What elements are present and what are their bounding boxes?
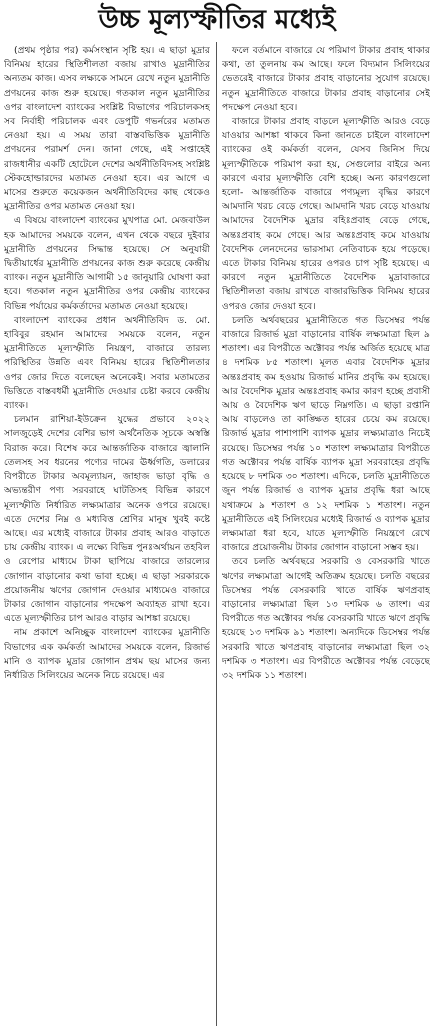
left-paragraph-4: চলমান রাশিয়া-ইউক্রেন যুদ্ধের প্রভাবে ২০২২ সালজুড়েই দেশের বেশির ভাগ অর্থনৈতিক সূচকে অস্বস্তি বিরাজ করে। বিশেষ করে আন্তর্জাতিক বাজারে জ্বালানি তেলসহ সব ধরনের পণ্যের দামের ঊর্ধ্বগতি, ডলারের বিপরীতে টাকার অবমূল্যায়ন, জাহাজ ভাড়া বৃদ্ধি ও অভ্যন্তরীণ পণ্য সরবরাহে ঘাটতিসহ বিভিন্ন কারণে মূল্যস্ফীতি নির্ধারিত লক্ষ্যমাত্রার অনেক ওপরে রয়েছে। এতে দেশের নিম্ন ও মধ্যবিত্ত শ্রেণির মানুষ খুবই কষ্টে আছে। এর মধ্যেই বাজারে টাকার প্রবাহ আরও বাড়াতে চায় কেন্দ্রীয় ব্যাংক। এ লক্ষ্যে বিভিন্ন পুনঃঅর্থায়ন তহবিল ও রেপোর মাধ্যমে টাকা ছাপিয়ে বাজারে তারল্যের জোগান বাড়ানোর কথা ভাবা হচ্ছে। এ ছাড়া সরকারকে প্রয়োজনীয় ঋণের জোগান দেওয়ার মাধ্যমেও বাজারে টাকার জোগান বাড়ানোর পদক্ষেপ অব্যাহত রাখা হবে। এতে মূল্যস্ফীতির চাপ আরও বাড়ার আশঙ্কা রয়েছে। xyxy=(4,414,210,625)
right-column xyxy=(222,44,430,1024)
right-paragraph-2: বাজারে টাকার প্রবাহ বাড়লে মূল্যস্ফীতি আরও বেড়ে যাওয়ার আশঙ্কা থাকবে কিনা জানতে চাইলে বাংলাদেশ ব্যাংকের ওই কর্মকর্তা বলেন, যেসব জিনিস দিয়ে মূল্যস্ফীতিকে পরিমাপ করা হয়, সেগুলোর বাইরে অন্য কারণে এবার মূল্যস্ফীতি বেশি হচ্ছে। অন্য কারণগুলো হলো- আন্তর্জাতিক বাজারে পণ্যমূল্য বৃদ্ধির কারণে আমদানি খরচ বেড়ে গেছে। আমদানি খরচ বেড়ে যাওয়ায় আমাদের বৈদেশিক মুদ্রার বহিঃপ্রবাহ বেড়ে গেছে, অন্তঃপ্রবাহ কমে গেছে। আর অন্তঃপ্রবাহ কমে যাওয়ায় বৈদেশিক লেনদেনের ভারসাম্য নেতিবাচক হয়ে পড়েছে। এতে টাকার বিনিময় হারের ওপরও চাপ সৃষ্টি হয়েছে। এ কারণে নতুন মুদ্রানীতিতে বৈদেশিক মুদ্রাবাজারে স্থিতিশীলতা বজায় রাখতে বাজারভিত্তিক বিনিময় হারের ওপরও জোর দেওয়া হবে। xyxy=(222,116,430,312)
left-column xyxy=(4,44,210,1024)
right-paragraph-3: চলতি অর্থবছরের মুদ্রানীতিতে গত ডিসেম্বর পর্যন্ত বাজারে রিজার্ভ মুদ্রা বাড়ানোর বার্ষিক লক্ষ্যমাত্রা ছিল ৯ শতাংশ। এর বিপরীতে অক্টোবর পর্যন্ত অর্জিত হয়েছে মাত্র ৪ দশমিক ৮৫ শতাংশ। মূলত এবার বৈদেশিক মুদ্রার অন্তঃপ্রবাহ কম হওয়ায় রিজার্ভ মানির প্রবৃদ্ধি কম হয়েছে। আর বৈদেশিক মুদ্রার অন্তঃপ্রবাহ কমার কারণ হচ্ছে প্রবাসী আয় ও বৈদেশিক ঋণ ছাড়ে নিম্নগতি। এ ছাড়া রপ্তানি আয় বাড়লেও তা কাঙ্ক্ষিত হারের চেয়ে কম রয়েছে। রিজার্ভ মুদ্রার পাশাপাশি ব্যাপক মুদ্রার লক্ষ্যমাত্রাও নিচেই রয়েছে। ডিসেম্বর পর্যন্ত ১০ শতাংশ লক্ষ্যমাত্রার বিপরীতে গত অক্টোবর পর্যন্ত বার্ষিক ব্যাপক মুদ্রা সরবরাহের প্রবৃদ্ধি হয়েছে ৮ দশমিক ৩০ শতাংশ। এদিকে, চলতি মুদ্রানীতিতে জুন পর্যন্ত রিজার্ভ ও ব্যাপক মুদ্রার প্রবৃদ্ধি ধরা আছে যথাক্রমে ৯ শতাংশ ও ১২ দশমিক ১ শতাংশ। নতুন মুদ্রানীতিতে এই সিলিংয়ের মধ্যেই রিজার্ভ ও ব্যাপক মুদ্রার লক্ষ্যমাত্রা ধরা হবে, যাতে মূল্যস্ফীতি নিয়ন্ত্রণে রেখে বাজারে প্রয়োজনীয় টাকার জোগান বাড়ানো সম্ভব হয়। xyxy=(222,314,430,554)
left-paragraph-3: বাংলাদেশ ব্যাংকের প্রধান অর্থনীতিবিদ ড. মো. হাবিবুর রহমান আমাদের সময়কে বলেন, নতুন মুদ্রানীতিতে মূল্যস্ফীতি নিয়ন্ত্রণ, বাজারে তারল্য পরিস্থিতির উন্নতি এবং বিনিময় হারের স্থিতিশীলতার ওপর জোর দিতে বলেছেন অনেকেই। সবার মতামতের ভিত্তিতে বাস্তবধর্মী মুদ্রানীতি দেওয়ার চেষ্টা করবে কেন্দ্রীয় ব্যাংক। xyxy=(4,314,210,412)
column-divider xyxy=(216,42,217,1026)
left-paragraph-2: এ বিষয়ে বাংলাদেশ ব্যাংকের মুখপাত্র মো. মেজবাউল হক আমাদের সময়কে বলেন, এখন থেকে বছরে দুইবার মুদ্রানীতি প্রণয়নের সিদ্ধান্ত হয়েছে। সে অনুযায়ী দ্বিতীয়ার্ধের মুদ্রানীতি প্রণয়নের কাজ শুরু করেছে কেন্দ্রীয় ব্যাংক। নতুন মুদ্রানীতি আগামী ১৫ জানুয়ারি ঘোষণা করা হবে। গতকাল নতুন মুদ্রানীতির ওপর কেন্দ্রীয় ব্যাংকের বিভিন্ন পর্যায়ের কর্মকর্তাদের মতামত নেওয়া হয়েছে। xyxy=(4,215,210,312)
left-paragraph-1: (প্রথম পৃষ্ঠার পর) কর্মসংস্থান সৃষ্টি হয়। এ ছাড়া মুদ্রার বিনিময় হারের স্থিতিশীলতা বজায় রাখাও মুদ্রানীতির অন্যতম কাজ। এসব লক্ষ্যকে সামনে রেখে নতুন মুদ্রানীতি প্রণয়নের কাজ শুরু হয়েছে। গতকাল নতুন মুদ্রানীতির ওপর বাংলাদেশ ব্যাংকের সংশ্লিষ্ট বিভাগের পরিচালকসহ সব নির্বাহী পরিচালক এবং ডেপুটি গভর্নরের মতামত নেওয়া হয়। এ সময় তারা বাস্তবভিত্তিক মুদ্রানীতি প্রণয়নের পরামর্শ দেন। জানা গেছে, এই সপ্তাহেই রাজধানীর একটি হোটেলে দেশের অর্থনীতিবিদসহ সংশ্লিষ্ট স্টেকহোল্ডারদের মতামত নেওয়া হবে। এর আগে এ মাসের শুরুতে কয়েকজন অর্থনীতিবিদের কাছ থেকেও মুদ্রানীতির ওপর মতামত নেওয়া হয়। xyxy=(4,45,210,213)
right-paragraph-4: তবে চলতি অর্থবছরে সরকারি ও বেসরকারি খাতে ঋণের লক্ষ্যমাত্রা আগেই অতিক্রম হয়েছে। চলতি বছরের ডিসেম্বর পর্যন্ত বেসরকারি খাতে বার্ষিক ঋণপ্রবাহ বাড়ানোর লক্ষ্যমাত্রা ছিল ১৩ দশমিক ৬ তাংশ। এর বিপরীতে গত অক্টোবর পর্যন্ত বেসরকারি খাতে ঋণে প্রবৃদ্ধি হয়েছে ১৩ দশমিক ৯১ শতাংশ। অন্যদিকে ডিসেম্বর পর্যন্ত সরকারি খাতে ঋণপ্রবাহ বাড়ানোর লক্ষ্যমাত্রা ছিল ৩২ দশমিক ৩ শতাংশ। এর বিপরীতে অক্টোবর পর্যন্ত বেড়েছে ৩২ দশমিক ১১ শতাংশ। xyxy=(222,556,430,681)
left-paragraph-5: নাম প্রকাশে অনিচ্ছুক বাংলাদেশ ব্যাংকের মুদ্রানীতি বিভাগের এক কর্মকর্তা আমাদের সময়কে বলেন, রিজার্ভ মানি ও ব্যাপক মুদ্রার জোগান প্রথম ছয় মাসের জন্য নির্ধারিত সিলিংয়ের অনেক নিচে রয়েছে। এর xyxy=(4,627,210,681)
article-headline: উচ্চ মূল্যস্ফীতির মধ্যেই xyxy=(98,5,336,35)
right-paragraph-1: ফলে বর্তমানে বাজারে যে পরিমাণ টাকার প্রবাহ থাকার কথা, তা তুলনায় কম আছে। ফলে বিদ্যমান সিলিংয়ের ভেতরেই বাজারে টাকার প্রবাহ বাড়ানোর সুযোগ রয়েছে। নতুন মুদ্রানীতিতে বাজারে টাকার প্রবাহ বাড়ানোর সেই পদক্ষেপ নেওয়া হবে। xyxy=(222,45,430,113)
